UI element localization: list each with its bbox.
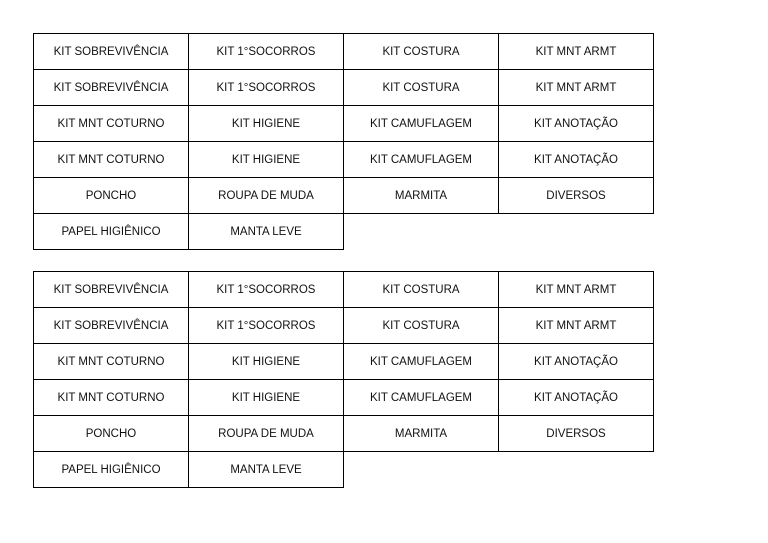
table-cell: KIT HIGIENE	[189, 106, 344, 142]
empty-cell	[344, 452, 499, 488]
table-cell: MARMITA	[344, 416, 499, 452]
table-cell: KIT HIGIENE	[189, 380, 344, 416]
table-cell: PAPEL HIGIÊNICO	[34, 452, 189, 488]
label-table-2	[33, 271, 654, 488]
table-cell: PONCHO	[34, 416, 189, 452]
table-cell: KIT COSTURA	[344, 272, 499, 308]
table-cell: KIT 1°SOCORROS	[189, 34, 344, 70]
table-cell: KIT ANOTAÇÃO	[499, 106, 654, 142]
table-cell: KIT CAMUFLAGEM	[344, 142, 499, 178]
table-cell: KIT COSTURA	[344, 34, 499, 70]
table-cell: KIT CAMUFLAGEM	[344, 380, 499, 416]
empty-cell	[499, 452, 654, 488]
table-row	[34, 344, 654, 380]
table-cell: KIT MNT ARMT	[499, 272, 654, 308]
table-cell: ROUPA DE MUDA	[189, 416, 344, 452]
table-row	[34, 308, 654, 344]
table-row	[34, 178, 654, 214]
table-cell: PONCHO	[34, 178, 189, 214]
table-cell: MANTA LEVE	[189, 214, 344, 250]
table-cell: KIT SOBREVIVÊNCIA	[34, 70, 189, 106]
table-cell: KIT MNT ARMT	[499, 34, 654, 70]
table-cell: KIT COSTURA	[344, 70, 499, 106]
table-cell: KIT HIGIENE	[189, 142, 344, 178]
table-cell: PAPEL HIGIÊNICO	[34, 214, 189, 250]
label-table-1	[33, 33, 654, 250]
table-cell: KIT MNT COTURNO	[34, 142, 189, 178]
empty-cell	[499, 214, 654, 250]
table-cell: DIVERSOS	[499, 416, 654, 452]
table-cell: KIT SOBREVIVÊNCIA	[34, 272, 189, 308]
table-cell: KIT MNT ARMT	[499, 308, 654, 344]
table-row	[34, 142, 654, 178]
table-row	[34, 70, 654, 106]
table-cell: KIT HIGIENE	[189, 344, 344, 380]
table-cell: KIT MNT ARMT	[499, 70, 654, 106]
table-row	[34, 380, 654, 416]
empty-cell	[344, 214, 499, 250]
table-row	[34, 106, 654, 142]
table-row	[34, 452, 654, 488]
table-cell: KIT MNT COTURNO	[34, 106, 189, 142]
table-row	[34, 34, 654, 70]
table-cell: KIT 1°SOCORROS	[189, 70, 344, 106]
table-cell: KIT MNT COTURNO	[34, 380, 189, 416]
table-row	[34, 416, 654, 452]
table-cell: KIT ANOTAÇÃO	[499, 344, 654, 380]
table-cell: KIT 1°SOCORROS	[189, 272, 344, 308]
table-cell: KIT ANOTAÇÃO	[499, 380, 654, 416]
table-cell: ROUPA DE MUDA	[189, 178, 344, 214]
table-cell: DIVERSOS	[499, 178, 654, 214]
table-cell: KIT CAMUFLAGEM	[344, 106, 499, 142]
table-row	[34, 214, 654, 250]
table-cell: KIT MNT COTURNO	[34, 344, 189, 380]
table-cell: KIT CAMUFLAGEM	[344, 344, 499, 380]
table-cell: KIT SOBREVIVÊNCIA	[34, 34, 189, 70]
table-cell: KIT 1°SOCORROS	[189, 308, 344, 344]
table-cell: MARMITA	[344, 178, 499, 214]
table-cell: KIT ANOTAÇÃO	[499, 142, 654, 178]
table-cell: MANTA LEVE	[189, 452, 344, 488]
table-cell: KIT COSTURA	[344, 308, 499, 344]
table-row	[34, 272, 654, 308]
table-cell: KIT SOBREVIVÊNCIA	[34, 308, 189, 344]
